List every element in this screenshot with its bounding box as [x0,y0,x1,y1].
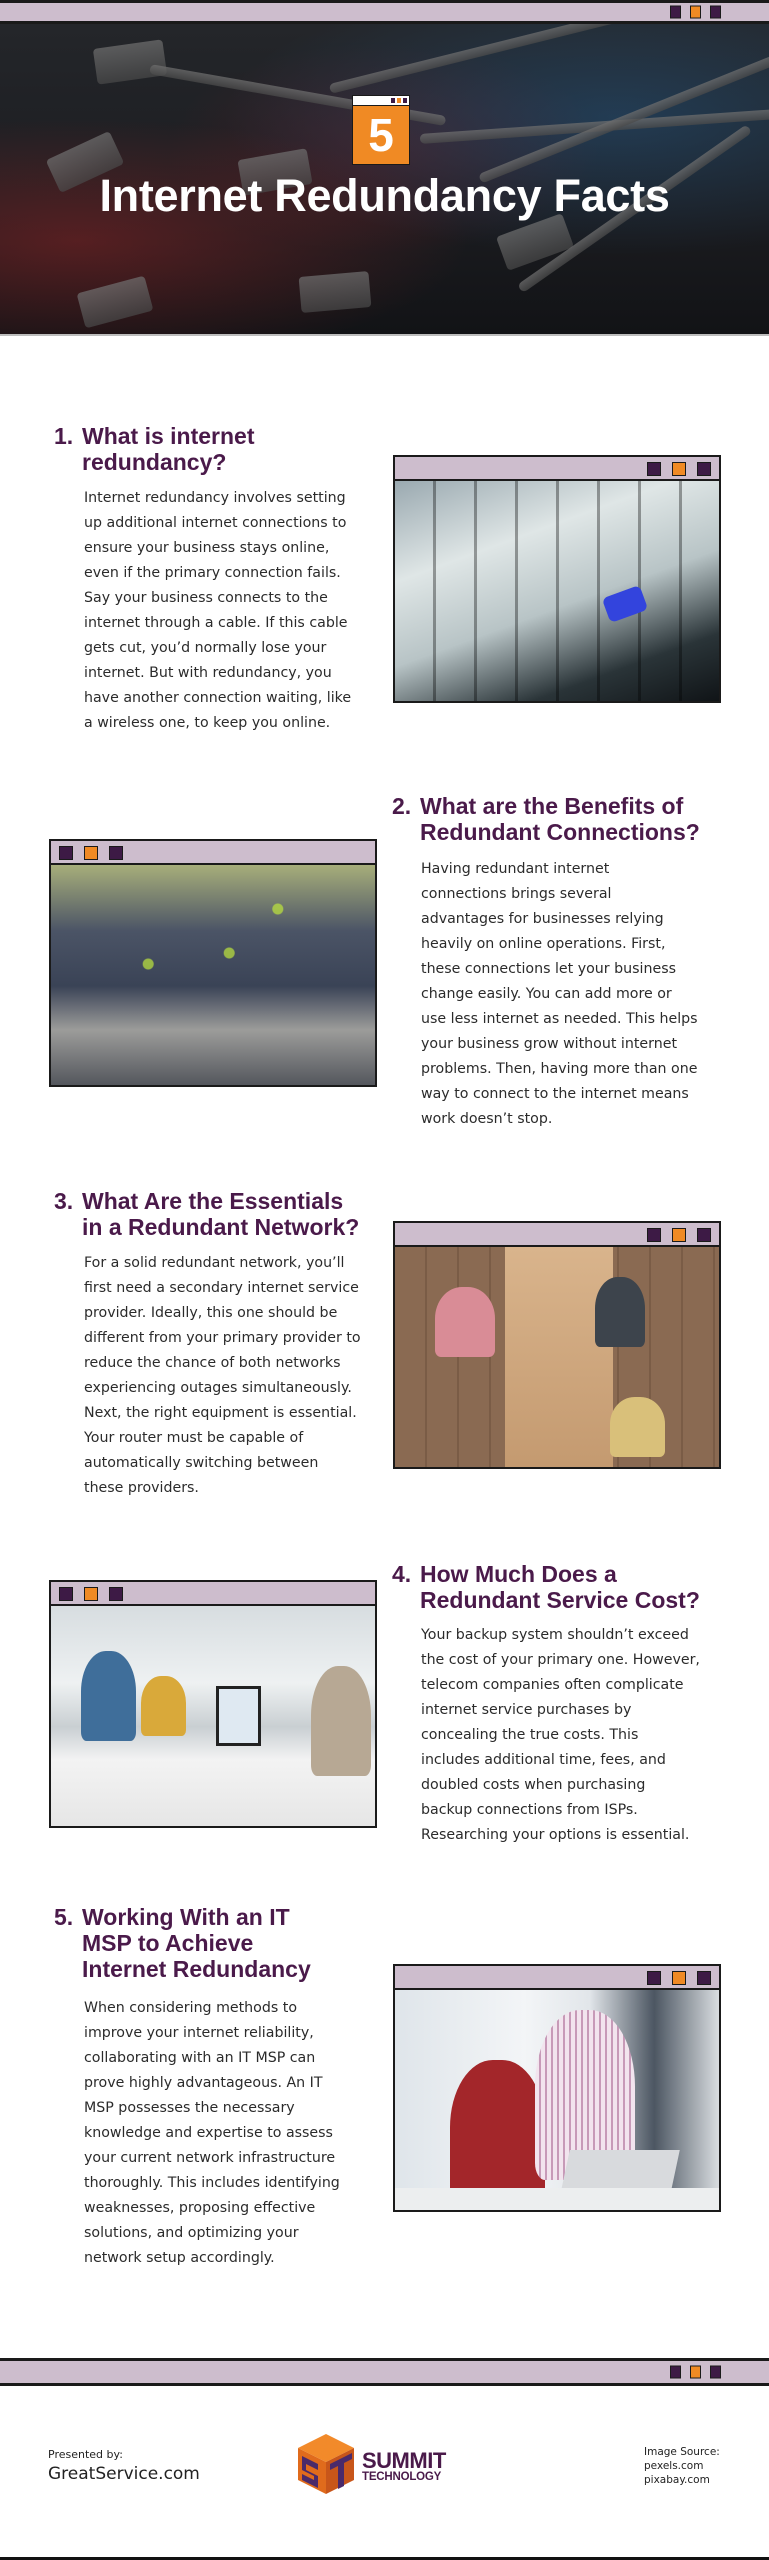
window-square-orange-icon [84,1587,98,1601]
window-square-orange-icon [672,1971,686,1985]
body-line: thoroughly. This includes identifying [84,2175,340,2191]
server-rack-cables-photo [395,481,719,701]
section-5-body [84,1996,340,2271]
body-line: improve your internet reliability, [84,2025,314,2041]
image-sources [644,2445,720,2487]
hero-banner [0,24,769,336]
section-2-heading [392,793,700,845]
section-1-body [84,486,351,736]
person-shape [435,1287,495,1357]
body-line: collaborating with an IT MSP can [84,2050,316,2066]
desk-shape [395,2188,719,2210]
badge-dot-icon [403,98,407,103]
window-square-icon [59,1587,73,1601]
body-line: these connections let your business [421,961,676,977]
window-square-icon [647,1971,661,1985]
presented-by-link[interactable]: GreatService.com [48,2464,200,2484]
heading-line: What are the Benefits of [420,793,684,819]
body-line: reduce the chance of both networks [84,1355,341,1371]
velcro-strap-shape [602,585,648,623]
cable-plug-shape [77,276,154,329]
window-square-icon [670,2366,681,2379]
window-controls [670,2366,721,2379]
section-3-image-frame [393,1221,721,1469]
body-line: ensure your business stays online, [84,540,330,556]
body-line: gets cut, you’d normally lose your [84,640,327,656]
body-line: Say your business connects to the [84,590,328,606]
body-line: Researching your options is essential. [421,1827,690,1843]
body-line: internet. But with redundancy, you [84,665,332,681]
body-line: heavily on online operations. First, [421,936,666,952]
window-square-icon [670,6,681,19]
section-3-heading [54,1188,360,1240]
window-square-icon [109,846,123,860]
window-square-orange-icon [690,2366,701,2379]
section-number: 5. [54,1904,74,1930]
frame-window-bar [51,841,375,865]
heading-line: What Are the Essentials [82,1188,344,1214]
section-number: 4. [392,1561,412,1587]
window-square-icon [710,6,721,19]
body-line: includes additional time, fees, and [421,1752,666,1768]
body-line: Next, the right equipment is essential. [84,1405,357,1421]
person-shape [141,1676,186,1736]
body-line: change easily. You can add more or [421,986,672,1002]
body-line: When considering methods to [84,2000,298,2016]
network-switch-ports-photo [51,865,375,1085]
body-line: MSP possesses the necessary [84,2100,295,2116]
section-2-body [421,857,698,1132]
section-5-image-frame [393,1964,721,2212]
body-line: Your router must be capable of [84,1430,304,1446]
person-shape [595,1277,645,1347]
heading-line: Internet Redundancy [82,1956,311,1982]
person-shape [610,1397,665,1457]
body-line: telecom companies often complicate [421,1677,684,1693]
body-line: advantages for businesses relying [421,911,664,927]
body-line: concealing the true costs. This [421,1727,639,1743]
colleagues-laptop-photo [395,1990,719,2210]
logo-line-2: TECHNOLOGY [362,2471,442,2483]
body-line: have another connection waiting, like [84,690,352,706]
body-line: these providers. [84,1480,199,1496]
body-line: different from your primary provider to [84,1330,361,1346]
section-3-body [84,1251,361,1501]
heading-line: MSP to Achieve [82,1930,254,1956]
body-line: backup connections from ISPs. [421,1802,638,1818]
badge-dot-icon [391,98,395,103]
body-line: provider. Ideally, this one should be [84,1305,338,1321]
fact-count-badge [352,95,410,165]
window-square-icon [697,1228,711,1242]
window-square-icon [647,1228,661,1242]
window-square-icon [710,2366,721,2379]
person-shape [311,1666,371,1776]
section-number: 3. [54,1188,74,1214]
heading-line: redundancy? [82,449,227,475]
fact-count-number: 5 [368,109,394,161]
body-line: your current network infrastructure [84,2150,336,2166]
badge-window-bar [353,96,409,106]
coworking-table-overhead-photo [395,1247,719,1467]
table-shape [505,1247,613,1467]
section-5-heading [54,1904,311,1982]
person-shape [81,1651,136,1741]
section-number: 1. [54,423,74,449]
image-source-link[interactable]: pexels.com [644,2460,704,2472]
heading-line: in a Redundant Network? [82,1214,360,1240]
office-team-computers-photo [51,1606,375,1826]
body-line: weaknesses, proposing effective [84,2200,316,2216]
window-square-icon [697,462,711,476]
logo-wordmark [362,2450,446,2484]
body-line: internet through a cable. If this cable [84,615,348,631]
window-square-orange-icon [672,462,686,476]
section-number: 2. [392,793,412,819]
body-line: knowledge and expertise to assess [84,2125,333,2141]
frame-window-bar [395,1966,719,1990]
body-line: a wireless one, to keep you online. [84,715,331,731]
body-line: problems. Then, having more than one [421,1061,698,1077]
window-square-icon [109,1587,123,1601]
cable-plug-shape [299,271,372,313]
section-4-image-frame [49,1580,377,1828]
body-line: even if the primary connection fails. [84,565,341,581]
body-line: way to connect to the internet means [421,1086,689,1102]
section-2-image-frame [49,839,377,1087]
body-line: Internet redundancy involves setting [84,490,346,506]
body-line: first need a secondary internet service [84,1280,359,1296]
body-line: prove highly advantageous. An IT [84,2075,323,2091]
top-window-bar [0,0,769,24]
body-line: work doesn’t stop. [421,1111,553,1127]
badge-dot-icon [397,98,401,103]
body-line: solutions, and optimizing your [84,2225,299,2241]
body-line: doubled costs when purchasing [421,1777,646,1793]
body-line: up additional internet connections to [84,515,347,531]
heading-line: What is internet [82,423,255,449]
heading-line: Working With an IT [82,1904,290,1930]
presented-by-label: Presented by: [48,2448,123,2461]
body-line: use less internet as needed. This helps [421,1011,698,1027]
page-title: Internet Redundancy Facts [99,170,670,221]
section-1-image-frame [393,455,721,703]
frame-window-bar [51,1582,375,1606]
image-source-link[interactable]: pixabay.com [644,2474,710,2486]
body-line: network setup accordingly. [84,2250,275,2266]
body-line: connections brings several [421,886,612,902]
body-line: the cost of your primary one. However, [421,1652,700,1668]
body-line: automatically switching between [84,1455,319,1471]
window-square-icon [647,462,661,476]
section-4-heading [392,1561,700,1613]
summit-technology-logo [296,2432,466,2496]
bottom-window-bar [0,2358,769,2386]
heading-line: How Much Does a [420,1561,617,1587]
window-controls [670,6,721,19]
presented-by [48,2448,200,2484]
body-line: Your backup system shouldn’t exceed [421,1627,689,1643]
frame-window-bar [395,457,719,481]
cable-plug-shape [93,39,167,84]
section-1-heading [54,423,255,475]
section-4-body [421,1623,700,1848]
logo-line-1: SUMMIT [362,2448,446,2473]
body-line: internet service purchases by [421,1702,632,1718]
window-square-icon [59,846,73,860]
body-line: Having redundant internet [421,861,610,877]
image-source-label: Image Source: [644,2446,720,2458]
cable-shape [420,108,769,144]
heading-line: Redundant Service Cost? [420,1587,700,1613]
body-line: experiencing outages simultaneously. [84,1380,352,1396]
monitor-shape [216,1686,261,1746]
frame-window-bar [395,1223,719,1247]
cube-logo-icon [296,2432,356,2496]
window-square-icon [697,1971,711,1985]
body-line: your business grow without internet [421,1036,678,1052]
body-line: For a solid redundant network, you’ll [84,1255,345,1271]
heading-line: Redundant Connections? [420,819,700,845]
window-square-orange-icon [84,846,98,860]
window-square-orange-icon [672,1228,686,1242]
window-square-orange-icon [690,6,701,19]
